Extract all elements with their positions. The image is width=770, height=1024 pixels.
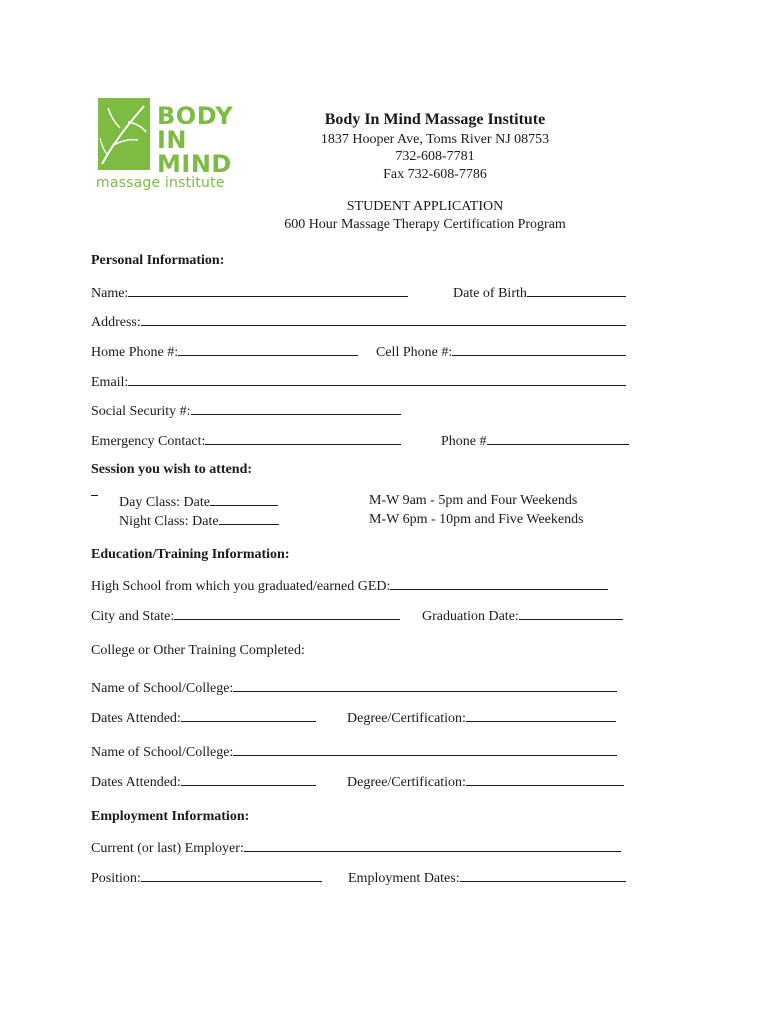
- ssn-line[interactable]: [191, 401, 401, 415]
- name-label: Name:: [91, 286, 129, 301]
- graduation-line[interactable]: [519, 606, 623, 620]
- degree1-label: Degree/Certification:: [347, 711, 466, 726]
- employer-field[interactable]: [91, 838, 621, 857]
- college-training-label: College or Other Training Completed:: [91, 643, 305, 658]
- dates1-line[interactable]: [181, 708, 316, 722]
- night-class-field[interactable]: [119, 511, 279, 530]
- employment-heading: Employment Information:: [91, 809, 250, 824]
- email-label: Email:: [91, 375, 129, 390]
- day-class-line[interactable]: [210, 492, 278, 506]
- institute-address: 1837 Hooper Ave, Toms River NJ 08753: [320, 132, 550, 147]
- logo-mark: [98, 98, 150, 170]
- school2-line[interactable]: [233, 742, 617, 756]
- name-field[interactable]: [91, 283, 408, 302]
- employment-dates-label: Employment Dates:: [348, 871, 460, 886]
- city-state-line[interactable]: [174, 606, 400, 620]
- dob-field[interactable]: [453, 283, 626, 302]
- program-name: 600 Hour Massage Therapy Certification Program: [284, 217, 566, 232]
- dates2-label: Dates Attended:: [91, 775, 181, 790]
- home-phone-label: Home Phone #:: [91, 345, 179, 360]
- emergency-line[interactable]: [205, 431, 401, 445]
- cell-phone-line[interactable]: [452, 342, 626, 356]
- address-label: Address:: [91, 315, 141, 330]
- emergency-contact-field[interactable]: [91, 431, 401, 450]
- dates1-field[interactable]: [91, 708, 316, 727]
- school2-label: Name of School/College:: [91, 745, 234, 760]
- dob-label: Date of Birth: [453, 286, 527, 301]
- name-line[interactable]: [128, 283, 408, 297]
- night-class-schedule: M-W 6pm - 10pm and Five Weekends: [369, 512, 584, 527]
- position-field[interactable]: [91, 868, 322, 887]
- degree1-field[interactable]: [347, 708, 616, 727]
- employment-dates-field[interactable]: [348, 868, 626, 887]
- emergency-phone-line[interactable]: [487, 431, 629, 445]
- logo-tagline: massage institute: [96, 175, 225, 191]
- logo-word-in: IN: [157, 126, 188, 154]
- degree2-line[interactable]: [466, 772, 624, 786]
- dates2-line[interactable]: [181, 772, 316, 786]
- school1-field[interactable]: [91, 678, 617, 697]
- employer-line[interactable]: [244, 838, 621, 852]
- address-field[interactable]: [91, 312, 626, 331]
- school1-line[interactable]: [233, 678, 617, 692]
- high-school-field[interactable]: [91, 576, 608, 595]
- session-heading: Session you wish to attend:: [91, 462, 253, 477]
- city-state-field[interactable]: [91, 606, 400, 625]
- degree2-label: Degree/Certification:: [347, 775, 466, 790]
- day-class-schedule: M-W 9am - 5pm and Four Weekends: [369, 493, 578, 508]
- cell-phone-field[interactable]: [376, 342, 626, 361]
- ssn-field[interactable]: [91, 401, 401, 420]
- form-title: STUDENT APPLICATION: [346, 199, 504, 214]
- address-line[interactable]: [141, 312, 626, 326]
- day-class-field[interactable]: [119, 492, 278, 511]
- position-line[interactable]: [141, 868, 322, 882]
- personal-heading: Personal Information:: [91, 253, 225, 268]
- cell-phone-label: Cell Phone #:: [376, 345, 453, 360]
- dates2-field[interactable]: [91, 772, 316, 791]
- emergency-label: Emergency Contact:: [91, 434, 206, 449]
- high-school-line[interactable]: [390, 576, 608, 590]
- education-heading: Education/Training Information:: [91, 547, 290, 562]
- bamboo-leaf-icon: [98, 98, 150, 170]
- school1-label: Name of School/College:: [91, 681, 234, 696]
- home-phone-field[interactable]: [91, 342, 358, 361]
- degree1-line[interactable]: [466, 708, 616, 722]
- email-field[interactable]: [91, 372, 626, 391]
- high-school-label: High School from which you graduated/earned GED:: [91, 579, 391, 594]
- employer-label: Current (or last) Employer:: [91, 841, 244, 856]
- email-line[interactable]: [128, 372, 626, 386]
- home-phone-line[interactable]: [178, 342, 358, 356]
- degree2-field[interactable]: [347, 772, 624, 791]
- employment-dates-line[interactable]: [460, 868, 626, 882]
- dates1-label: Dates Attended:: [91, 711, 181, 726]
- graduation-date-field[interactable]: [422, 606, 623, 625]
- ssn-label: Social Security #:: [91, 404, 191, 419]
- emergency-phone-label: Phone #: [441, 434, 487, 449]
- position-label: Position:: [91, 871, 141, 886]
- institute-title: Body In Mind Massage Institute: [324, 111, 546, 128]
- night-class-line[interactable]: [219, 511, 279, 525]
- logo-word-body: BODY: [157, 102, 234, 130]
- city-state-label: City and State:: [91, 609, 175, 624]
- day-class-label: Day Class: Date: [119, 495, 210, 510]
- graduation-label: Graduation Date:: [422, 609, 519, 624]
- emergency-phone-field[interactable]: [441, 431, 629, 450]
- school2-field[interactable]: [91, 742, 617, 761]
- session-checkbox-mark[interactable]: [91, 495, 98, 496]
- night-class-label: Night Class: Date: [119, 514, 219, 529]
- dob-line[interactable]: [527, 283, 626, 297]
- logo-word-mind: MIND: [157, 150, 232, 178]
- institute-fax: Fax 732-608-7786: [383, 167, 487, 182]
- institute-phone: 732-608-7781: [395, 149, 475, 164]
